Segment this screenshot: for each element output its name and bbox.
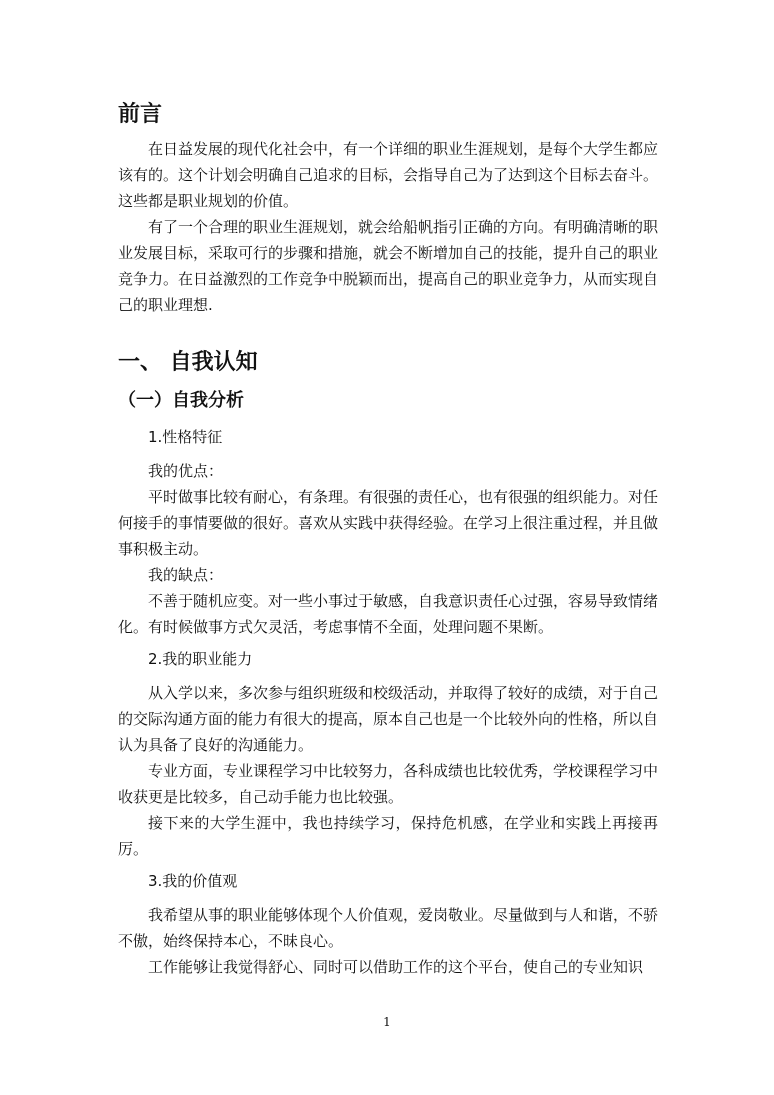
ability-paragraph-1: 从入学以来，多次参与组织班级和校级活动，并取得了较好的成绩，对于自己的交际沟通方面的能力有很大的提高，原本自己也是一个比较外向的性格，所以自认为具备了良好的沟通能力。	[118, 684, 659, 754]
preface-title: 前言	[118, 102, 163, 127]
ability-heading: 2.我的职业能力	[148, 650, 253, 668]
values-paragraph-2: 工作能够让我觉得舒心、同时可以借助工作的这个平台，使自己的专业知识	[148, 958, 644, 976]
section-1-title: 一、 自我认知	[118, 350, 258, 375]
ability-paragraph-2: 专业方面，专业课程学习中比较努力，各科成绩也比较优秀，学校课程学习中收获更是比较多，自己动手能力也比较强。	[118, 762, 659, 806]
weaknesses-label: 我的缺点：	[148, 566, 224, 584]
preface-paragraph-2: 有了一个合理的职业生涯规划，就会给船帆指引正确的方向。有明确清晰的职业发展目标，采取可行的步骤和措施，就会不断增加自己的技能，提升自己的职业竞争力。在日益激烈的工作竞争中脱颖而出，提高自己的职业竞争力，从而实现自己的职业理想.	[118, 218, 659, 314]
personality-heading: 1.性格特征	[148, 428, 223, 446]
values-heading: 3.我的价值观	[148, 872, 238, 890]
ability-paragraph-3: 接下来的大学生涯中，我也持续学习，保持危机感，在学业和实践上再接再厉。	[118, 814, 658, 858]
strengths-text: 平时做事比较有耐心，有条理。有很强的责任心，也有很强的组织能力。对任何接手的事情要做的很好。喜欢从实践中获得经验。在学习上很注重过程，并且做事积极主动。	[118, 488, 659, 558]
document-body	[118, 98, 658, 980]
strengths-label: 我的优点：	[148, 462, 224, 480]
page-number: 1	[383, 1015, 391, 1029]
preface-paragraph-1: 在日益发展的现代化社会中，有一个详细的职业生涯规划，是每个大学生都应该有的。这个计划会明确自己追求的目标，会指导自己为了达到这个目标去奋斗。这些都是职业规划的价值。	[118, 140, 659, 210]
values-paragraph-1: 我希望从事的职业能够体现个人价值观，爱岗敬业。尽量做到与人和谐，不骄不傲，始终保持本心，不昧良心。	[118, 906, 659, 950]
subsection-1-title: （一）自我分析	[118, 390, 244, 411]
weaknesses-text: 不善于随机应变。对一些小事过于敏感，自我意识责任心过强，容易导致情绪化。有时候做事方式欠灵活，考虑事情不全面，处理问题不果断。	[118, 592, 659, 636]
